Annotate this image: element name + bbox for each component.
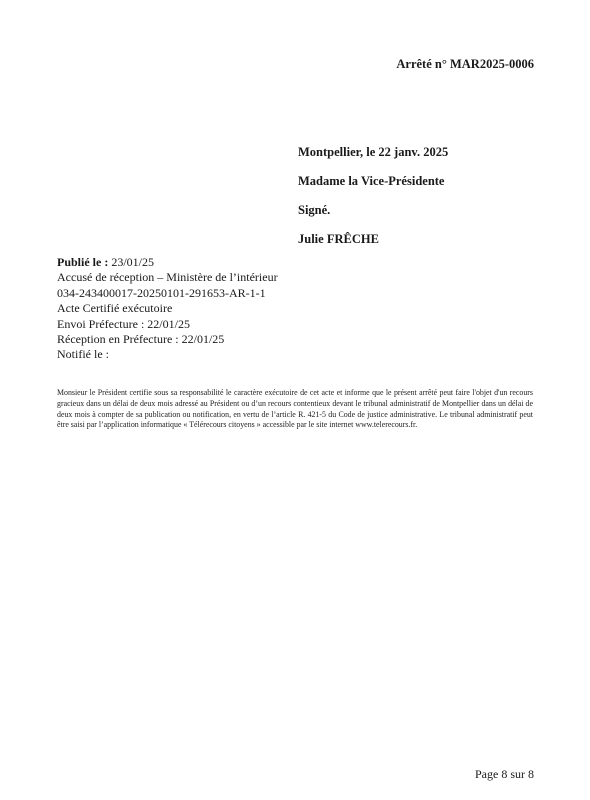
arrete-reference: Arrêté n° MAR2025-0006 — [396, 57, 534, 71]
notified-line: Notifié le : — [57, 347, 109, 362]
act-identifier: 034-243400017-20250101-291653-AR-1-1 — [57, 285, 266, 300]
published-label: Publié le : — [57, 255, 109, 269]
signed-mention: Signé. — [298, 203, 331, 217]
prefecture-sent: Envoi Préfecture : 22/01/25 — [57, 316, 190, 331]
prefecture-received: Réception en Préfecture : 22/01/25 — [57, 332, 225, 347]
publication-block — [57, 255, 357, 363]
page-number: Page 8 sur 8 — [475, 767, 534, 781]
signatory-name: Julie FRÊCHE — [298, 232, 379, 246]
certified-executory: Acte Certifié exécutoire — [57, 301, 173, 316]
place-date: Montpellier, le 22 janv. 2025 — [298, 145, 449, 159]
signatory-title: Madame la Vice-Présidente — [298, 174, 445, 188]
published-date: 23/01/25 — [108, 255, 154, 269]
legal-notice: Monsieur le Président certifie sous sa responsabilité le caractère exécutoire de cet acte et informe que le présent arrêté peut faire l'objet d'un recours gracieux dans un délai de deux mois adressé au Président ou d’un recours contentieux devant le tribunal administratif de Montpellier dans un délai de deux mois à compter de sa publication ou notification, en vertu de l’article R. 421-5 du Code de justice administrative. Le tribunal administratif peut être saisi par l’application informatique « Télérecours citoyens » accessible par le site internet www.telerecours.fr. — [57, 388, 533, 430]
published-line — [57, 255, 357, 270]
acknowledgment-line: Accusé de réception – Ministère de l’intérieur — [57, 270, 278, 285]
signature-block — [298, 145, 548, 261]
